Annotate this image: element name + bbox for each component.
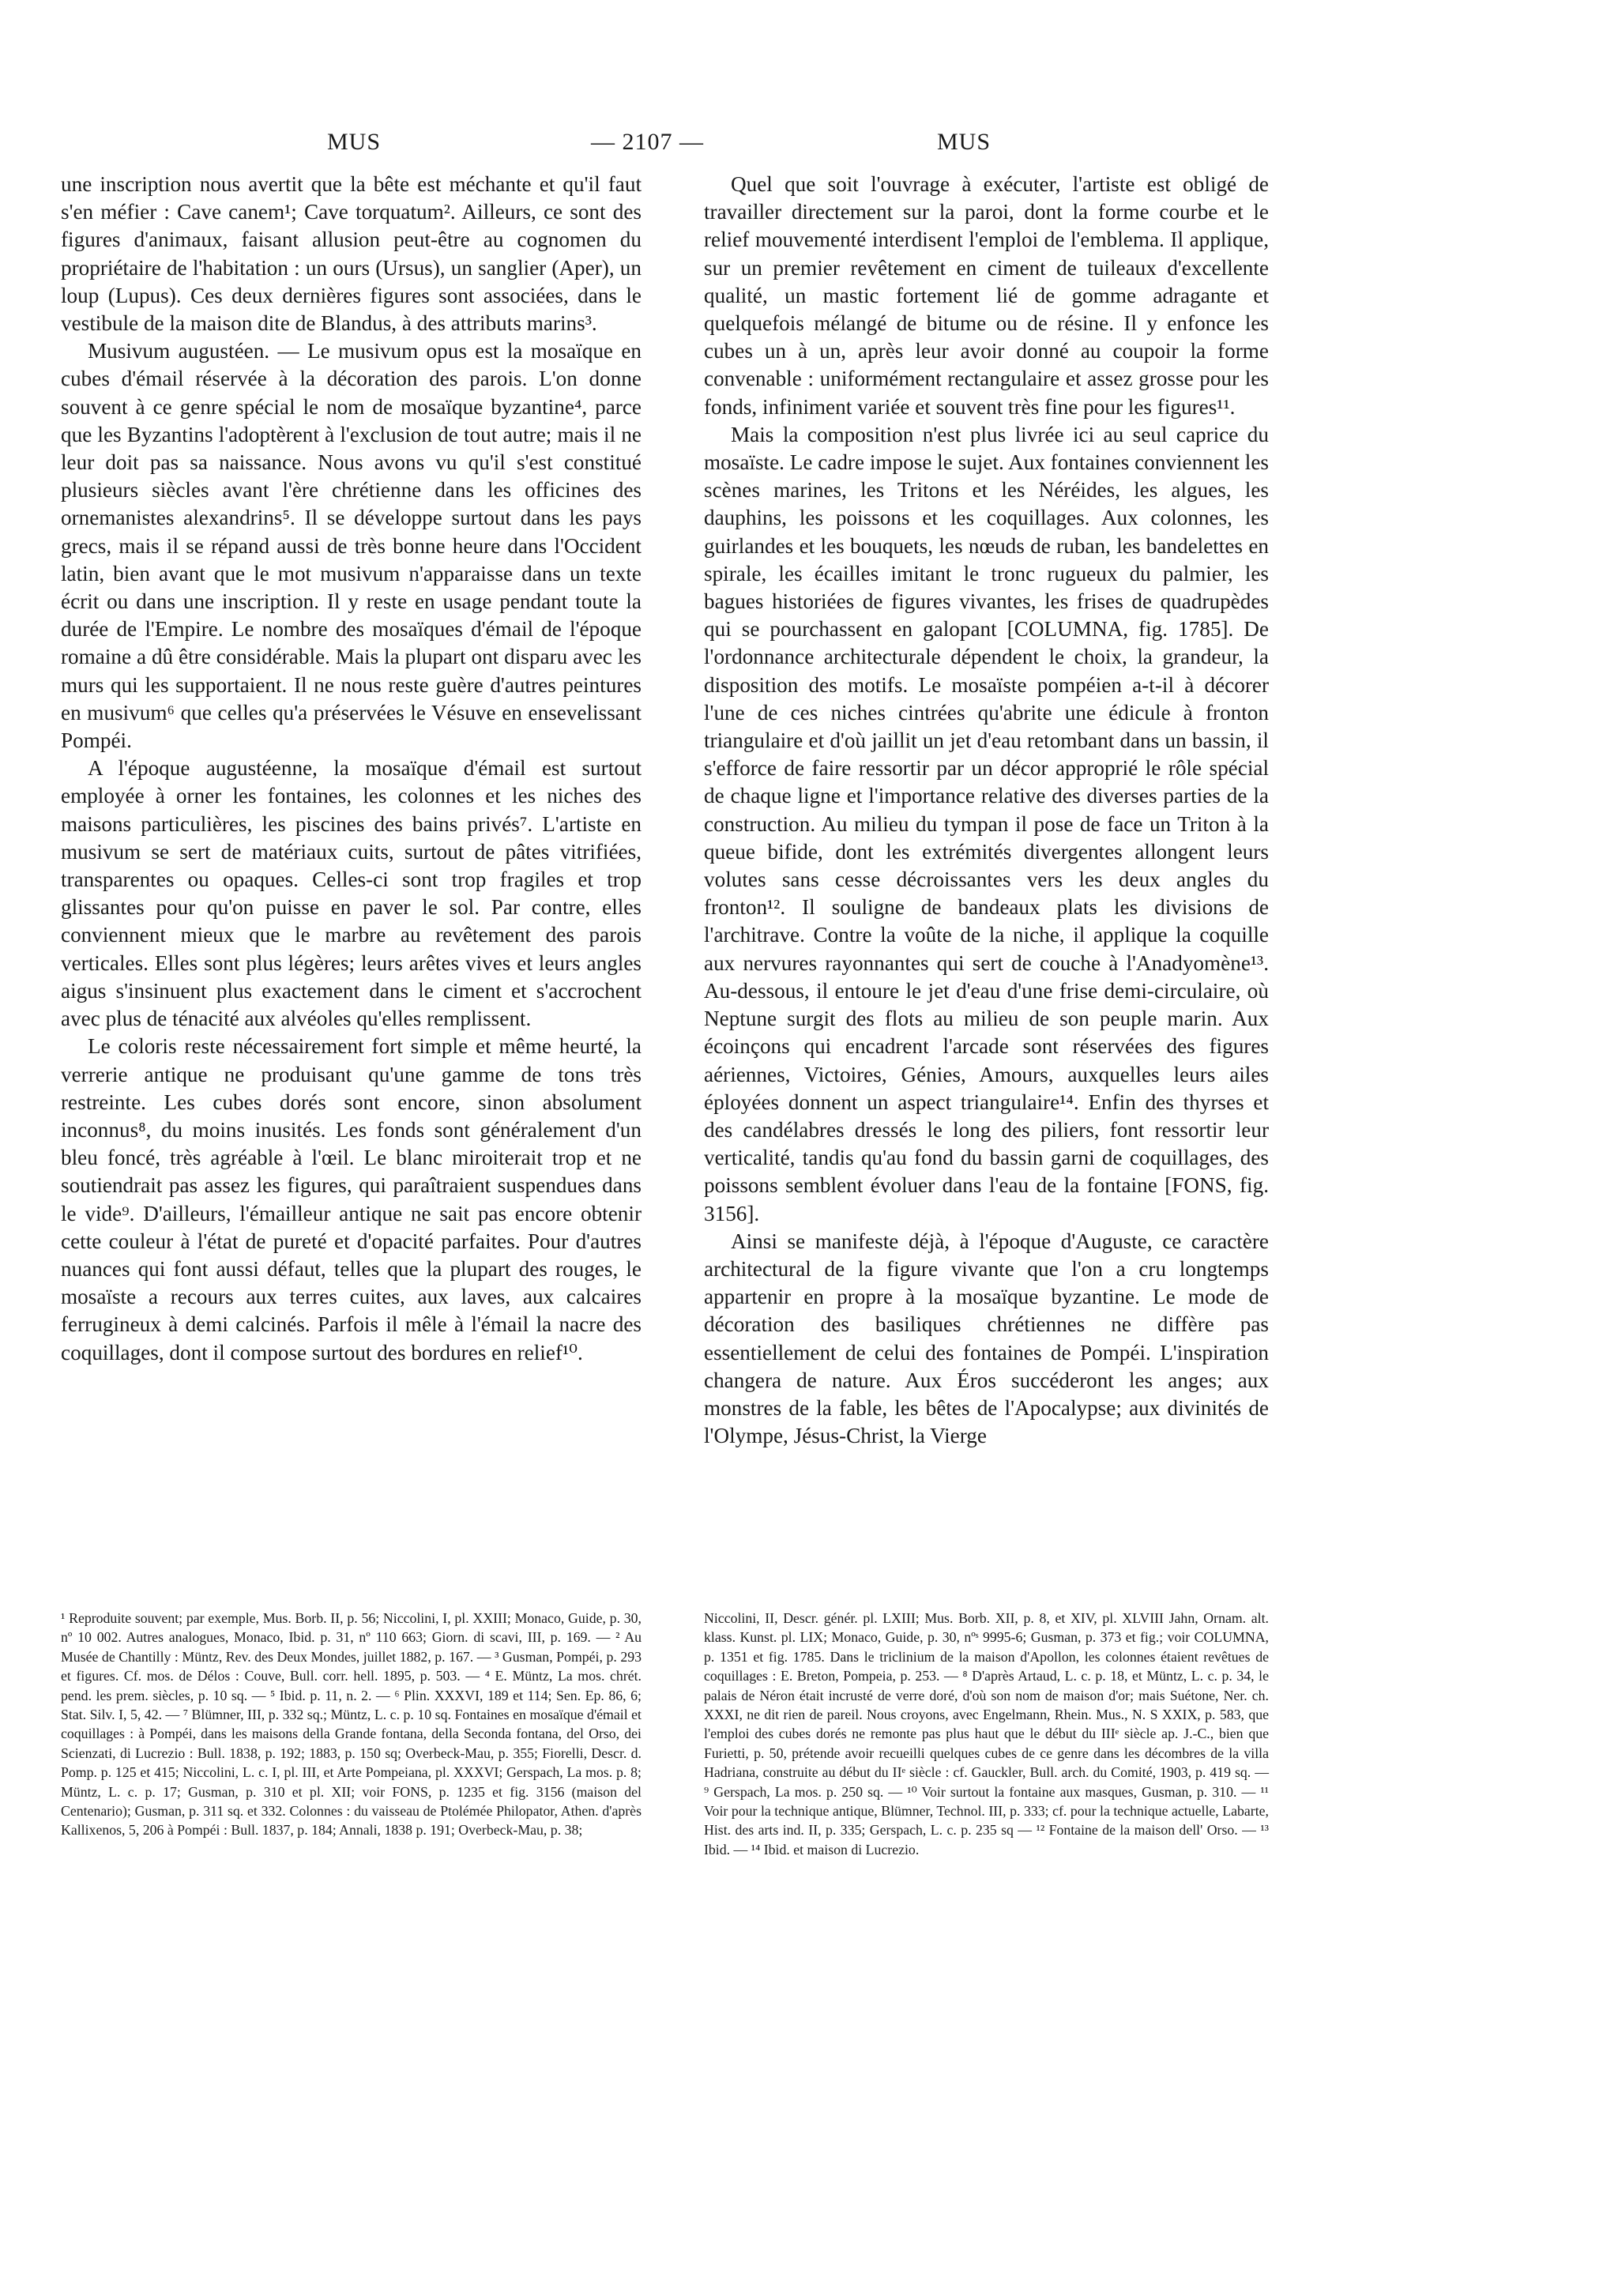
footnotes-left [61,1609,642,1840]
right-column [704,171,1269,1450]
running-header [0,126,1618,158]
paragraph: Le coloris reste nécessairement fort simple et même heurté, la verrerie antique ne produisant qu'une gamme de tons très restreinte. Les cubes dorés sont encore, sinon absolument inconnus⁸, du moins inusités. Les fonds sont généralement d'un bleu foncé, très agréable à l'œil. Le blanc miroiterait trop et ne soutiendrait pas assez les figures, qui paraîtraient suspendues dans le vide⁹. D'ailleurs, l'émailleur antique ne sait pas encore obtenir cette couleur à l'état de pureté et d'opacité parfaites. Pour d'autres nuances qui font aussi défaut, telles que la plupart des rouges, le mosaïste a recours aux terres cuites, aux laves, aux calcaires ferrugineux à demi calcinés. Parfois il mêle à l'émail la nacre des coquillages, dont il compose surtout des bordures en relief¹⁰. [61,1034,642,1364]
footnote-block: ¹ Reproduite souvent; par exemple, Mus. Borb. II, p. 56; Niccolini, I, pl. XXIII; Monaco, Guide, p. 30, nº 10 002. Autres analogues, Monaco, Ibid. p. 31, nº 110 663; Giorn. di scavi, III, p. 169. — ² Au Musée de Chantilly : Müntz, Rev. des Deux Mondes, juillet 1882, p. 167. — ³ Gusman, Pompéi, p. 293 et figures. Cf. mos. de Délos : Couve, Bull. corr. hell. 1895, p. 503. — ⁴ E. Müntz, La mos. chrét. pend. les prem. siècles, p. 10 sq. — ⁵ Ibid. p. 11, n. 2. — ⁶ Plin. XXXVI, 189 et 114; Sen. Ep. 86, 6; Stat. Silv. I, 5, 42. — ⁷ Blümner, III, p. 332 sq.; Müntz, L. c. p. 10 sq. Fontaines en mosaïque d'émail et coquillages : à Pompéi, dans les maisons della Grande fontana, della Seconda fontana, del Orso, dei Scienzati, di Lucrezio : Bull. 1838, p. 192; 1883, p. 150 sq; Overbeck-Mau, p. 355; Fiorelli, Descr. d. Pomp. p. 125 et 415; Niccolini, L. c. I, pl. III, et Arte Pompeiana, pl. XXXVI; Gerspach, La mos. p. 8; Müntz, L. c. p. 17; Gusman, p. 310 et pl. XII; voir FONS, p. 1235 et fig. 3156 (maison del Centenario); Gusman, p. 311 sq. et 332. Colonnes : du vaisseau de Ptolémée Philopator, Athen. d'après Kallixenos, 5, 206 à Pompéi : Bull. 1837, p. 184; Annali, 1838 p. 191; Overbeck-Mau, p. 38; [61,1610,642,1839]
footnotes-right [704,1609,1269,1859]
left-column [61,171,642,1367]
paragraph: une inscription nous avertit que la bête est méchante et qu'il faut s'en méfier : Cave canem¹; Cave torquatum². Ailleurs, ce sont des figures d'animaux, faisant allusion peut-être au cognomen du propriétaire de l'habitation : un ours (Ursus), un sanglier (Aper), un loup (Lupus). Ces deux dernières figures sont associées, dans le vestibule de la maison dite de Blandus, à des attributs marins³. [61,172,642,336]
paragraph: Musivum augustéen. — Le musivum opus est la mosaïque en cubes d'émail réservée à la décoration des parois. L'on donne souvent à ce genre spécial le nom de mosaïque byzantine⁴, parce que les Byzantins l'adoptèrent à l'exclusion de tout autre; mais il ne leur doit pas sa naissance. Nous avons vu qu'il s'est constitué plusieurs siècles avant l'ère chrétienne dans les officines des ornemanistes alexandrins⁵. Il se développe surtout dans les pays grecs, mais il se répand aussi de très bonne heure dans l'Occident latin, bien avant que le mot musivum n'apparaisse dans un texte écrit ou dans une inscription. Il y reste en usage pendant toute la durée de l'Empire. Le nombre des mosaïques d'émail de l'époque romaine a dû être considérable. Mais la plupart ont disparu avec les murs qui les supportaient. Il ne nous reste guère d'autres peintures en musivum⁶ que celles qu'a préservées le Vésuve en ensevelissant Pompéi. [61,339,642,753]
paragraph: Quel que soit l'ouvrage à exécuter, l'artiste est obligé de travailler directement sur la paroi, dont la forme courbe et le relief mouvementé interdisent l'emploi de l'emblema. Il applique, sur un premier revêtement en ciment de tuileaux d'excellente qualité, un mastic fortement lié de gomme adragante et quelquefois mélangé de bitume ou de résine. Il y enfonce les cubes un à un, après leur avoir donné au coupoir la forme convenable : uniformément rectangulaire et assez grosse pour les fonds, infiniment variée et souvent très fine pour les figures¹¹. [704,172,1269,419]
footnote-block: Niccolini, II, Descr. génér. pl. LXIII; Mus. Borb. XII, p. 8, et XIV, pl. XLVIII Jahn, Ornam. alt. klass. Kunst. pl. LIX; Monaco, Guide, p. 30, nºˢ 9995-6; Gusman, p. 373 et fig.; voir COLUMNA, p. 1351 et fig. 1785. Dans le triclinium de la maison d'Apollon, les colonnes étaient revêtues de coquillages : E. Breton, Pompeia, p. 253. — ⁸ D'après Artaud, L. c. p. 18, et Müntz, L. c. p. 34, le palais de Néron était incrusté de verre doré, d'où son nom de maison d'or; mais Suétone, Ner. ch. XXXI, ne dit rien de pareil. Nous croyons, avec Engelmann, Rhein. Mus., N. S XXIX, p. 583, que l'emploi des cubes dorés ne remonte pas plus haut que le début du IIIᵉ siècle ap. J.-C., bien que Furietti, p. 50, prétende avoir recueilli quelques cubes de ce genre dans les décombres de la villa Hadriana, construite au début du IIᵉ siècle : cf. Gauckler, Bull. arch. du Comité, 1903, p. 419 sq. — ⁹ Gerspach, La mos. p. 250 sq. — ¹⁰ Voir surtout la fontaine aux masques, Gusman, p. 310. — ¹¹ Voir pour la technique antique, Blümner, Technol. III, p. 333; cf. pour la technique actuelle, Labarte, Hist. des arts ind. II, p. 335; Gerspach, L. c. p. 235 sq — ¹² Fontaine de la maison dell' Orso. — ¹³ Ibid. — ¹⁴ Ibid. et maison di Lucrezio. [704,1610,1269,1858]
page-number: — 2107 — [591,129,704,155]
paragraph: Mais la composition n'est plus livrée ici au seul caprice du mosaïste. Le cadre impose le sujet. Aux fontaines conviennent les scènes marines, les Tritons et les Néréides, les algues, les dauphins, les poissons et les coquillages. Aux colonnes, les guirlandes et les bouquets, les nœuds de ruban, les bandelettes en spirale, les écailles imitant le tronc rugueux du palmier, les bagues historiées de figures vivantes, les frises de quadrupèdes qui se pourchassent en galopant [COLUMNA, fig. 1785]. De l'ordonnance architecturale dépendent le choix, la grandeur, la disposition des motifs. Le mosaïste pompéien a-t-il à décorer l'une de ces niches cintrées qu'abrite une édicule à fronton triangulaire et d'où jaillit un jet d'eau retombant dans un bassin, il s'efforce de faire ressortir par un décor approprié le rôle spécial de chaque ligne et l'importance relative des diverses parties de la construction. Au milieu du tympan il pose de face un Triton à la queue bifide, dont les extrémités divergentes allongent leurs volutes sans cesse décroissantes vers les deux angles du fronton¹². Il souligne de bandeaux plats les divisions de l'architrave. Contre la voûte de la niche, il applique la coquille aux nervures rayonnantes qui sert de couche à l'Anadyomène¹³. Au-dessous, il entoure le jet d'eau d'une frise demi-circulaire, où Neptune surgit des flots au milieu de son peuple marin. Aux écoinçons qui encadrent l'arcade sont réservées des figures aériennes, Victoires, Génies, Amours, auxquelles leurs ailes éployées donnent un aspect triangulaire¹⁴. Enfin des thyrses et des candélabres dressés le long des piliers, font ressortir leur verticalité, tandis qu'au fond du bassin garni de coquillages, des poissons semblent évoluer dans l'eau de la fontaine [FONS, fig. 3156]. [704,422,1269,1225]
paragraph: Ainsi se manifeste déjà, à l'époque d'Auguste, ce caractère architectural de la figure vivante que l'on a cru longtemps appartenir en propre à la mosaïque byzantine. Le mode de décoration des basiliques chrétiennes ne diffère pas essentiellement de celui des fontaines de Pompéi. L'inspiration changera de nature. Aux Éros succéderont les anges; aux monstres de la fable, les bêtes de l'Apocalypse; aux divinités de l'Olympe, Jésus-Christ, la Vierge [704,1229,1269,1448]
header-right: MUS [937,129,991,155]
header-left: MUS [327,129,382,155]
paragraph: A l'époque augustéenne, la mosaïque d'émail est surtout employée à orner les fontaines, les colonnes et les niches des maisons particulières, les piscines des bains privés⁷. L'artiste en musivum se sert de matériaux cuits, surtout de pâtes vitrifiées, transparentes ou opaques. Celles-ci sont trop fragiles et trop glissantes pour qu'on puisse en paver le sol. Par contre, elles conviennent mieux que le marbre au revêtement des parois verticales. Elles sont plus légères; leurs arêtes vives et leurs angles aigus s'insinuent plus exactement dans le ciment et s'accrochent avec plus de ténacité aux alvéoles qu'elles remplissent. [61,756,642,1031]
